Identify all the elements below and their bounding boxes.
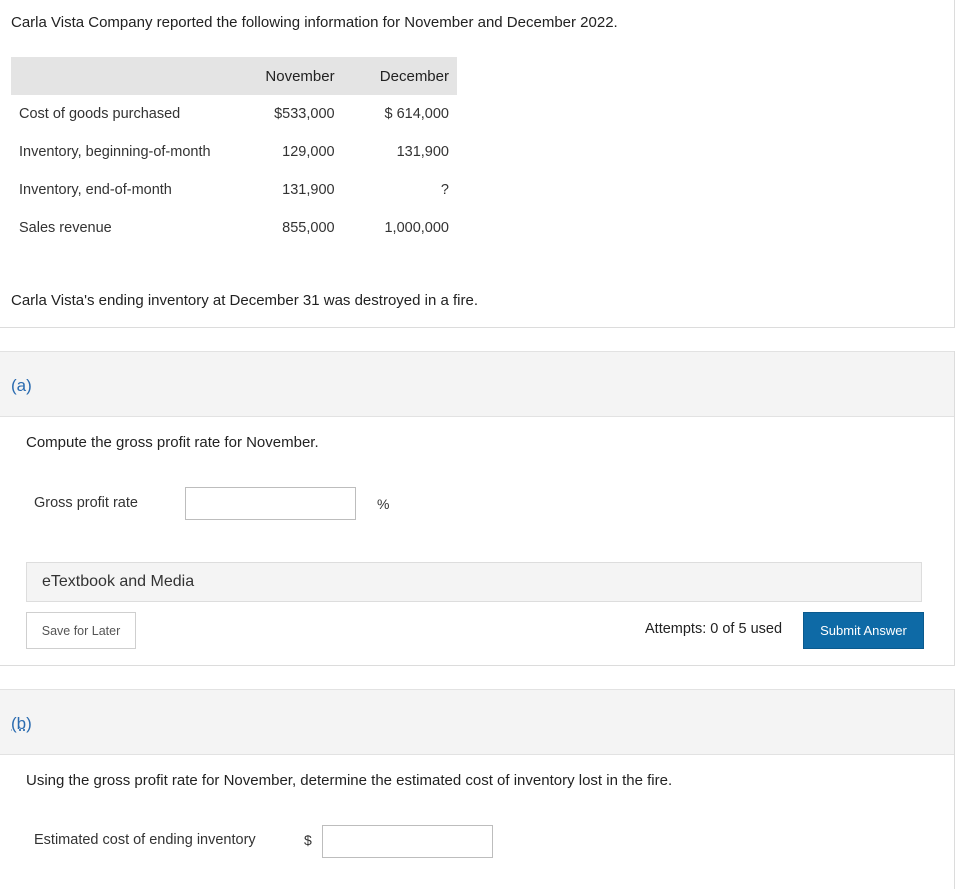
row-december-value: ? (440, 182, 449, 198)
row-december-value: 131,900 (396, 144, 449, 160)
part-b-question: Using the gross profit rate for November, determine the estimated cost of inventory lost in the fire. (26, 772, 673, 789)
table-header-label (11, 57, 238, 95)
dollar-unit: $ (304, 832, 312, 848)
row-november-value: 129,000 (282, 144, 335, 160)
part-a-question: Compute the gross profit rate for November. (26, 434, 319, 451)
estimated-cost-input[interactable] (322, 825, 493, 858)
table-row (11, 133, 457, 171)
part-b-letter[interactable]: (b) (11, 714, 32, 733)
fire-note: Carla Vista's ending inventory at December 31 was destroyed in a fire. (11, 292, 478, 309)
table-row (11, 209, 457, 247)
row-november-value: $533,000 (274, 106, 335, 122)
row-label: Inventory, beginning-of-month (19, 144, 211, 160)
submit-answer-button[interactable]: Submit Answer (803, 612, 924, 649)
part-b-header (0, 689, 954, 755)
table-row (11, 95, 457, 133)
attempts-counter: Attempts: 0 of 5 used (645, 621, 783, 637)
estimated-cost-label: Estimated cost of ending inventory (34, 832, 256, 848)
table-header-december: December (335, 57, 457, 95)
row-november-value: 131,900 (282, 182, 335, 198)
table-header-november: November (238, 57, 335, 95)
etextbook-media-label: eTextbook and Media (42, 573, 195, 590)
row-november-value: 855,000 (282, 220, 335, 236)
gross-profit-rate-label: Gross profit rate (34, 495, 138, 511)
row-label: Cost of goods purchased (19, 106, 181, 122)
table-header-row (11, 57, 457, 95)
row-label: Inventory, end-of-month (19, 182, 172, 198)
row-december-value: 1,000,000 (384, 220, 449, 236)
row-label: Sales revenue (19, 220, 112, 236)
save-for-later-button[interactable]: Save for Later (26, 612, 136, 649)
row-december-value: $ 614,000 (384, 106, 449, 122)
part-a-header (0, 351, 954, 417)
part-a-letter: (a) (11, 376, 32, 395)
percent-unit: % (377, 496, 390, 512)
problem-intro: Carla Vista Company reported the following information for November and December 2022. (11, 14, 618, 31)
etextbook-media-toggle[interactable] (26, 562, 922, 602)
gross-profit-rate-input[interactable] (185, 487, 356, 520)
data-table (11, 57, 457, 247)
table-row (11, 171, 457, 209)
